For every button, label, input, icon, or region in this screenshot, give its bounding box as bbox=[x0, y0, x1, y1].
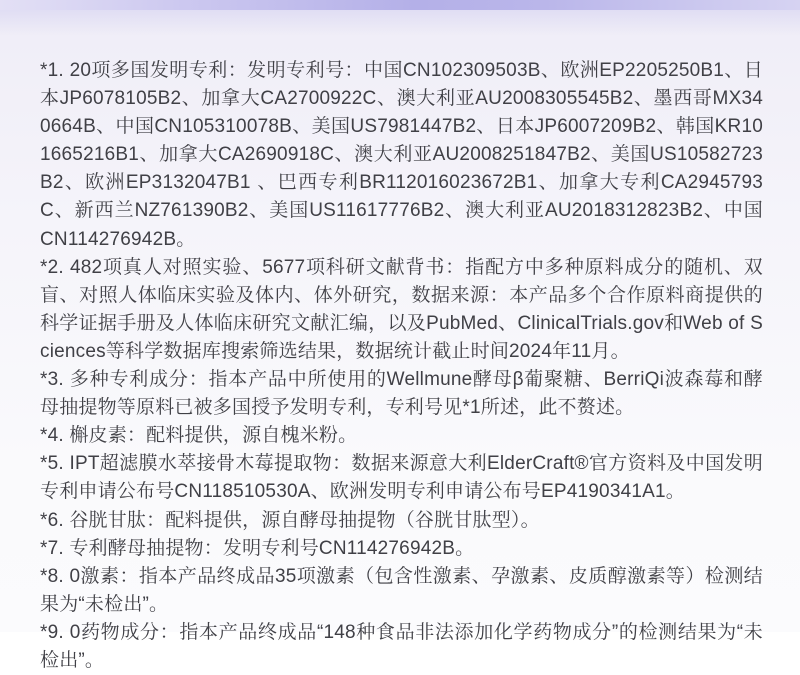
footnote-2-clinical-trials: *2. 482项真人对照实验、5677项科研文献背书：指配方中多种原料成分的随机、双盲、对照人体临床实验及体内、体外研究，数据来源：本产品多个合作原料商提供的科学证据手册及人体临床研究文献汇编，以及PubMed、ClinicalTrials.gov和Web of Sciences等科学数据库搜索筛选结果，数据统计截止时间2024年11月。 bbox=[40, 256, 763, 362]
footnote-4-quercetin: *4. 槲皮素：配料提供，源自槐米粉。 bbox=[40, 425, 358, 447]
footnote-7-yeast-extract: *7. 专利酵母抽提物：发明专利号CN114276942B。 bbox=[40, 537, 475, 559]
footnote-1-patents: *1. 20项多国发明专利：发明专利号：中国CN102309503B、欧洲EP2205250B1、日本JP6078105B2、加拿大CA2700922C、澳大利亚AU2008305545B2、墨西哥MX340664B、中国CN105310078B、美国US7981447B2、日本JP6007209B2、韩国KR101665216B1、加拿大CA2690918C、澳大利亚AU2008251847B2、美国US10582723B2、欧洲EP3132047B1 、巴西专利BR112016023672B1、加拿大专利CA2945793C、新西兰NZ761390B2、美国US11617776B2、澳大利亚AU2018312823B2、中国CN114276942B。 bbox=[40, 60, 763, 250]
footnote-6-glutathione: *6. 谷胱甘肽：配料提供，源自酵母抽提物（谷胱甘肽型）。 bbox=[40, 509, 540, 531]
top-gradient-fade bbox=[0, 10, 800, 36]
footnote-5-elderberry-extract: *5. IPT超滤膜水萃接骨木莓提取物：数据来源意大利ElderCraft®官方资料及中国发明专利申请公布号CN118510530A、欧洲发明专利申请公布号EP4190341A1。 bbox=[40, 453, 763, 503]
footnote-8-zero-hormones: *8. 0激素：指本产品终成品35项激素（包含性激素、孕激素、皮质醇激素等）检测结果为“未检出”。 bbox=[40, 565, 763, 615]
top-gradient-border bbox=[0, 0, 800, 10]
disclaimer-text-block bbox=[40, 57, 763, 675]
footnote-3-patent-ingredients: *3. 多种专利成分：指本产品中所使用的Wellmune酵母β葡聚糖、BerriQi波森莓和酵母抽提物等原料已被多国授予发明专利，专利号见*1所述，此不赘述。 bbox=[40, 369, 763, 419]
footnote-9-zero-drug-ingredients: *9. 0药物成分：指本产品终成品“148种食品非法添加化学药物成分”的检测结果为“未检出”。 bbox=[40, 621, 763, 671]
